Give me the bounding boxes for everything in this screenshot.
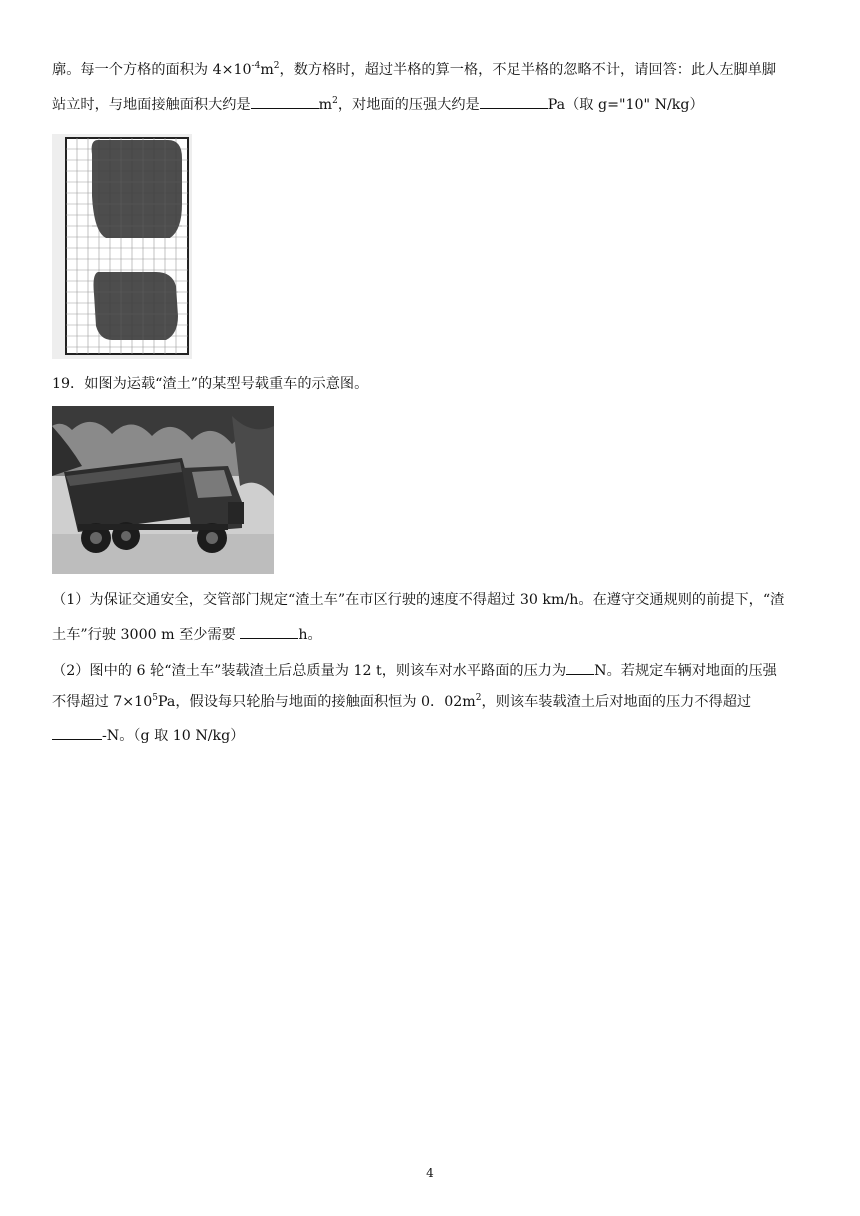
footprint-grid-figure xyxy=(52,134,192,359)
q19-part2-line-3: -N。（g 取 10 N/kg） xyxy=(52,725,244,746)
page-number: 4 xyxy=(426,1166,434,1180)
answer-blank-force[interactable] xyxy=(566,660,594,675)
q19-title: 19．如图为运载“渣土”的某型号载重车的示意图。 xyxy=(52,376,369,392)
dump-truck-photo xyxy=(52,406,274,574)
q19-part2-line-2: 不得超过 $7\times 10^5Pa$，假设每只轮胎与地面的接触面积恒为 0．$02m^2$，则该车装载渣土后对地面的压力不得超过 xyxy=(52,693,752,710)
q19-part1-line-1: （1）为保证交通安全，交管部门规定“渣土车”在市区行驶的速度不得超过 30 km/h。在遵守交通规则的前提下，“渣 xyxy=(52,592,785,608)
q19-part1-line-2: 土车”行驶 3000 m 至少需要 h。 xyxy=(52,624,322,645)
q19-part2-line-1: （2）图中的 6 轮“渣土车”装载渣土后总质量为 12 t，则该车对水平路面的压力为 N。若规定车辆对地面的压强 xyxy=(52,660,777,681)
answer-blank-pressure[interactable] xyxy=(480,94,548,109)
q18-line-2: 站立时，与地面接触面积大约是 $m^2$，对地面的压强大约是 Pa（取 g="10" N/kg） xyxy=(52,96,704,113)
answer-blank-time[interactable] xyxy=(240,624,298,639)
q18-line-1: 廓。每一个方格的面积为 $4\times 10^{-4}m^2$，数方格时，超过半格的算一格，不足半格的忽略不计，请回答：此人左脚单脚 xyxy=(52,61,777,78)
answer-blank-area[interactable] xyxy=(251,94,319,109)
answer-blank-max-force[interactable] xyxy=(52,725,102,740)
